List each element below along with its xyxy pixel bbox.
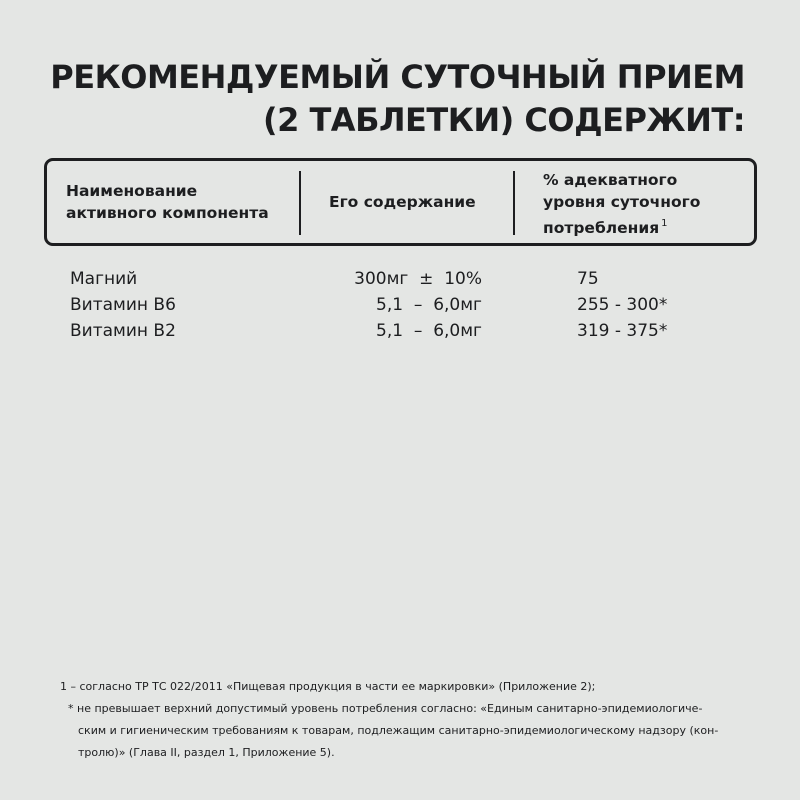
table-row xyxy=(0,292,800,318)
header-daily-percent-line-2: уровня суточного xyxy=(543,193,701,211)
footnote-1: 1 – согласно ТР ТС 022/2011 «Пищевая продукция в части ее маркировки» (Приложение 2); xyxy=(60,680,596,693)
header-daily-percent-line-3 xyxy=(543,213,700,239)
row-percent: 255 - 300* xyxy=(577,295,668,315)
header-component-name-line-1: Наименование xyxy=(66,182,198,200)
footnote-asterisk xyxy=(60,698,750,764)
header-divider-1 xyxy=(299,171,301,235)
title-line-2: (2 ТАБЛЕТКИ) СОДЕРЖИТ: xyxy=(262,101,745,139)
row-amount: 300мг ± 10% xyxy=(354,269,482,289)
footnote-asterisk-line-2: ским и гигиеническим требованиям к товарам, подлежащим санитарно-эпидемиологическому надзору (кон- xyxy=(78,724,719,737)
header-daily-percent xyxy=(543,169,700,239)
header-daily-percent-line-3-text: потребления xyxy=(543,219,660,237)
header-divider-2 xyxy=(513,171,515,235)
footnote-asterisk-line-3: тролю)» (Глава II, раздел 1, Приложение 5). xyxy=(78,746,335,759)
row-name: Витамин B6 xyxy=(70,295,176,315)
header-daily-percent-line-1: % адекватного xyxy=(543,171,678,189)
footnotes xyxy=(60,676,750,764)
title-line-1: РЕКОМЕНДУЕМЫЙ СУТОЧНЫЙ ПРИЕМ xyxy=(50,58,745,96)
table-row xyxy=(0,266,800,292)
table-row xyxy=(0,318,800,344)
row-percent: 319 - 375* xyxy=(577,321,668,341)
header-component-name xyxy=(66,180,269,224)
header-content: Его содержание xyxy=(329,193,476,211)
row-name: Витамин B2 xyxy=(70,321,176,341)
row-name: Магний xyxy=(70,269,138,289)
header-component-name-line-2: активного компонента xyxy=(66,204,269,222)
row-percent: 75 xyxy=(577,269,599,289)
footnote-mark: 1 xyxy=(661,218,668,229)
row-amount: 5,1 – 6,0мг xyxy=(376,295,482,315)
nutrient-table-body xyxy=(0,266,800,344)
table-header xyxy=(44,158,757,246)
row-amount: 5,1 – 6,0мг xyxy=(376,321,482,341)
footnote-asterisk-line-1: * не превышает верхний допустимый уровень потребления согласно: «Единым санитарно-эпидемиологиче- xyxy=(68,702,703,715)
page-title xyxy=(50,56,745,142)
